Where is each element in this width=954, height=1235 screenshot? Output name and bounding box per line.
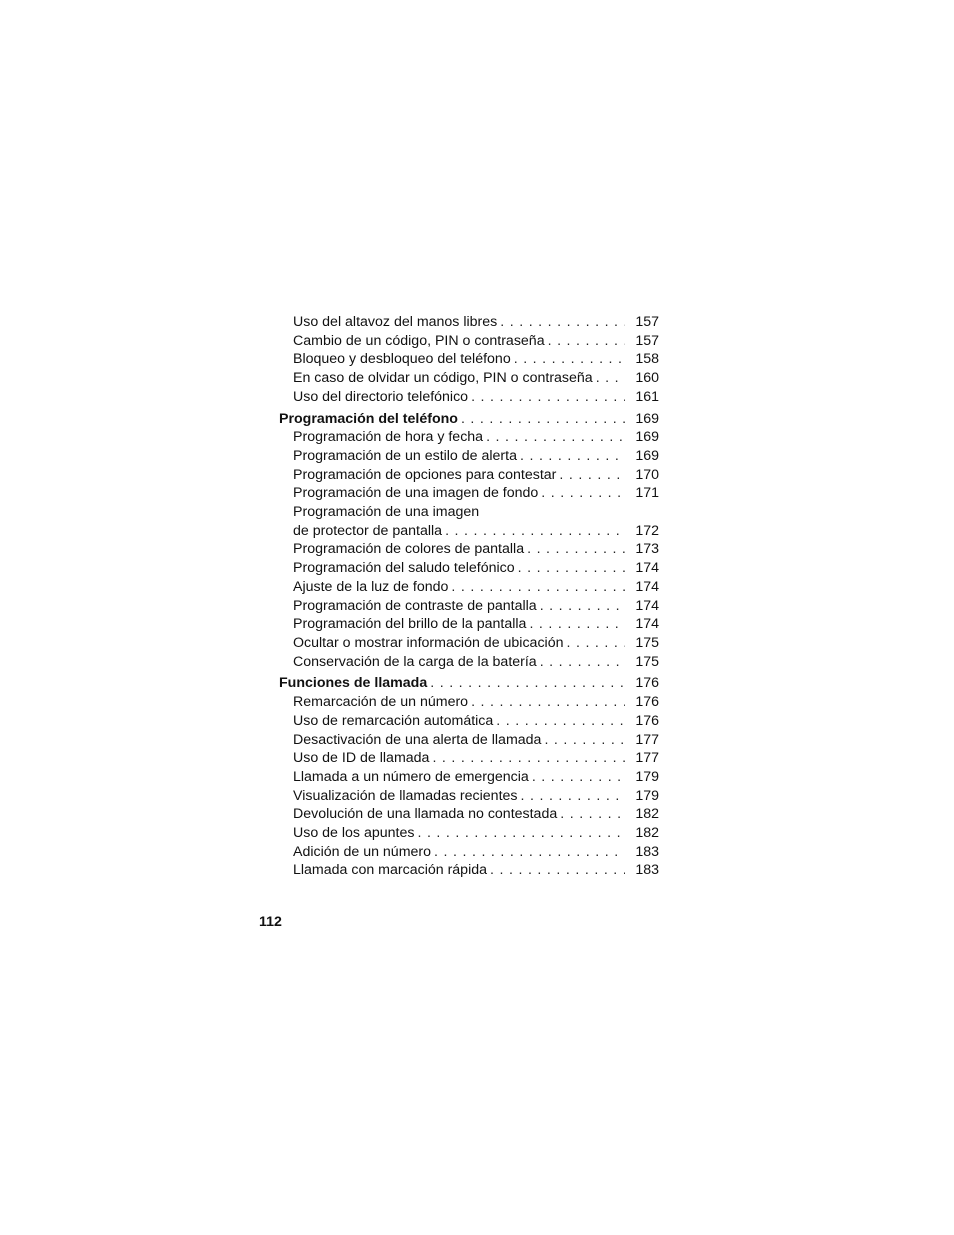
toc-entry-page: 175 [635,653,659,670]
dot-leader [434,843,625,862]
toc-entry-title: Llamada a un número de emergencia [293,768,529,785]
toc-entry [279,843,659,862]
toc-entry [279,861,659,880]
toc-entry-page: 176 [635,694,659,711]
toc-entry-page: 169 [635,429,659,446]
dot-leader [521,787,626,806]
toc-section-entry [279,674,659,693]
toc-entry [279,466,659,485]
dot-leader [548,332,625,351]
dot-leader [430,674,625,693]
toc-entry-title: Uso de remarcación automática [293,712,494,729]
toc-entry-title: Adición de un número [293,843,432,860]
dot-leader [486,428,625,447]
toc-entry-title: Programación de una imagen de fondo [293,485,539,502]
toc-entry [279,447,659,466]
toc-entry [279,731,659,750]
page-number: 112 [259,914,282,930]
dot-leader [451,578,625,597]
toc-entry-title: Desactivación de una alerta de llamada [293,731,542,748]
toc-entry-page: 174 [635,616,659,633]
toc-entry [279,578,659,597]
toc-entry-page: 182 [635,806,659,823]
toc-entry-page: 183 [635,862,659,879]
dot-leader [518,559,625,578]
toc-entry-page: 160 [635,370,659,387]
toc-entry-title: Visualización de llamadas recientes [293,787,518,804]
dot-leader [445,522,625,541]
dot-leader [527,540,625,559]
toc-entry-page: 174 [635,560,659,577]
toc-entry-page: 158 [635,351,659,368]
toc-entry [279,369,659,388]
toc-entry-title: Remarcación de un número [293,694,469,711]
toc-entry-title: Programación de hora y fecha [293,429,484,446]
dot-leader [560,805,625,824]
dot-leader [596,369,625,388]
dot-leader [544,731,625,750]
dot-leader [566,634,625,653]
toc-entry [279,693,659,712]
toc-entry-title: Conservación de la carga de la batería [293,653,537,670]
toc-entry [279,597,659,616]
toc-entry-page: 182 [635,824,659,841]
toc-entry [279,484,659,503]
dot-leader [471,388,625,407]
toc-entry [279,712,659,731]
toc-entry-title: Programación de colores de pantalla [293,541,525,558]
toc-entry-title: Uso del directorio telefónico [293,388,469,405]
dot-leader [500,313,625,332]
toc-entry-title: Llamada con marcación rápida [293,862,488,879]
toc-entry-page: 157 [635,332,659,349]
toc-entry [279,787,659,806]
dot-leader [461,410,625,429]
dot-leader [432,749,625,768]
dot-leader [490,861,625,880]
dot-leader [417,824,625,843]
toc-entry [279,653,659,672]
toc-entry-page: 169 [635,448,659,464]
toc-entry-title: Programación del brillo de la pantalla [293,616,527,633]
toc-entry-title: Programación de una imagen [293,504,480,521]
toc-entry [279,805,659,824]
table-of-contents [279,313,659,880]
dot-leader [541,484,625,503]
toc-entry-page: 183 [635,843,659,860]
toc-entry [279,350,659,369]
toc-entry [279,428,659,447]
toc-entry [279,749,659,768]
toc-entry-page: 174 [635,578,659,595]
toc-entry-page: 179 [635,787,659,804]
toc-entry [279,522,659,541]
toc-entry-page: 179 [635,768,659,785]
toc-entry-page: 157 [635,314,659,330]
toc-entry [279,824,659,843]
toc-entry-page: 173 [635,541,659,558]
toc-entry-page: 169 [635,410,659,427]
toc-entry-title: Uso del altavoz del manos libres [293,314,498,330]
dot-leader [532,768,625,787]
toc-entry [279,332,659,351]
toc-entry-page: 177 [635,750,659,767]
toc-entry-title: de protector de pantalla [293,522,443,539]
toc-entry-title: En caso de olvidar un código, PIN o contraseña [293,370,593,387]
dot-leader [496,712,625,731]
toc-entry-title: Programación del teléfono [279,410,458,427]
toc-entry-page: 176 [635,712,659,729]
toc-entry-title: Bloqueo y desbloqueo del teléfono [293,351,511,368]
toc-entry-title: Programación de un estilo de alerta [293,448,517,464]
dot-leader [520,447,625,466]
dot-leader [540,653,625,672]
dot-leader [529,615,625,634]
toc-entry-title: Uso de los apuntes [293,824,415,841]
toc-entry-page: 170 [635,466,659,483]
toc-entry-title: Programación del saludo telefónico [293,560,515,577]
toc-entry-page: 176 [635,675,659,692]
toc-entry-title: Funciones de llamada [279,675,428,692]
toc-section-entry [279,410,659,429]
toc-entry-title: Ocultar o mostrar información de ubicación [293,634,564,651]
toc-entry [279,503,659,522]
toc-entry-title: Ajuste de la luz de fondo [293,578,449,595]
toc-entry [279,634,659,653]
dot-leader [471,693,625,712]
toc-entry-page: 177 [635,731,659,748]
toc-entry-title: Programación de contraste de pantalla [293,597,537,614]
toc-entry-page: 171 [635,485,659,502]
dot-leader [559,466,625,485]
toc-entry [279,615,659,634]
toc-entry-page: 175 [635,634,659,651]
toc-entry-title: Devolución de una llamada no contestada [293,806,558,823]
dot-leader [540,597,625,616]
toc-entry [279,388,659,407]
toc-entry-title: Programación de opciones para contestar [293,466,557,483]
dot-leader [514,350,625,369]
toc-entry-page: 174 [635,597,659,614]
toc-entry [279,768,659,787]
toc-entry-page: 161 [635,388,659,405]
toc-entry [279,559,659,578]
toc-entry [279,313,659,332]
toc-entry-title: Uso de ID de llamada [293,750,430,767]
toc-entry-title: Cambio de un código, PIN o contraseña [293,332,545,349]
toc-entry-page: 172 [635,522,659,539]
toc-entry [279,540,659,559]
